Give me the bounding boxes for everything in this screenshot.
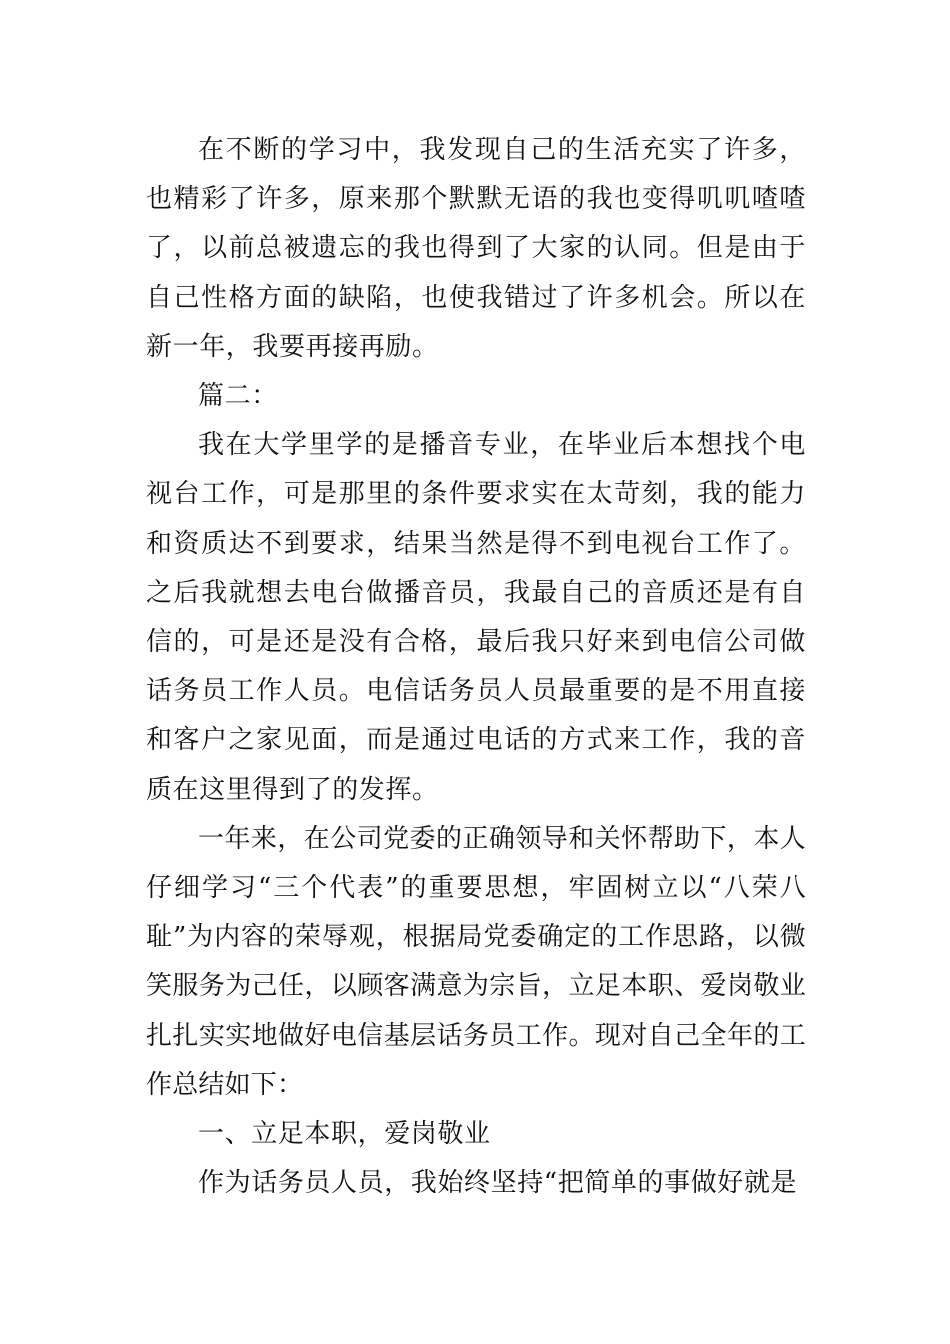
section-heading-part-two: 篇二： (198, 381, 278, 412)
paragraph-broadcasting-career: 我在大学里学的是播音专业，在毕业后本想找个电视台工作，可是那里的条件要求实在太苛刻，我的能力和资质达不到要求，结果当然是得不到电视台工作了。之后我就想去电台做播音员，我最自己的音质还是有自信的，可是还是没有合格，最后我只好来到电信公司做话务员工作人员。电信话务员人员最重要的是不用直接和客户之家见面，而是通过电话的方式来工作，我的音质在这里得到了的发挥。 (146, 430, 806, 805)
paragraph-study-life: 在不断的学习中，我发现自己的生活充实了许多，也精彩了许多，原来那个默默无语的我也变得叽叽喳喳了，以前总被遗忘的我也得到了大家的认同。但是由于自己性格方面的缺陷，也使我错过了许多机会。所以在新一年，我要再接再励。 (146, 135, 806, 362)
document-body (146, 126, 806, 1208)
paragraph-operator-principle: 作为话务员人员，我始终坚持“把简单的事做好就是 (198, 1168, 798, 1199)
section-heading-dedication: 一、立足本职，爱岗敬业 (198, 1119, 491, 1150)
paragraph-year-summary: 一年来，在公司党委的正确领导和关怀帮助下，本人仔细学习“三个代表”的重要思想，牢固树立以“八荣八耻”为内容的荣辱观，根据局党委确定的工作思路，以微笑服务为己任，以顾客满意为宗旨，立足本职、爱岗敬业扎扎实实地做好电信基层话务员工作。现对自己全年的工作总结如下： (146, 823, 806, 1100)
